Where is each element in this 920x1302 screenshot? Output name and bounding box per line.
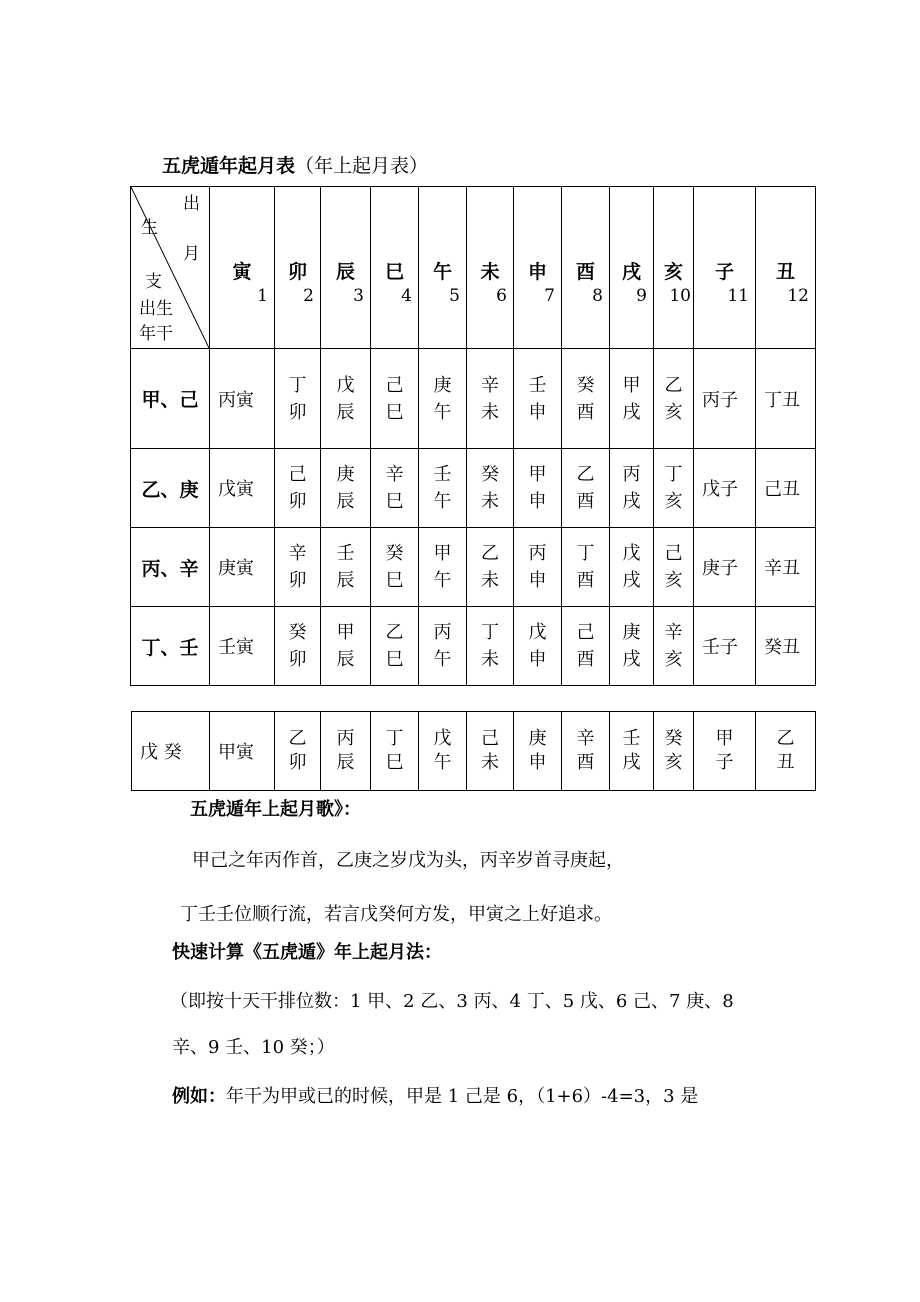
table-cell: 丙寅: [210, 349, 275, 449]
table-cell: 己丑: [756, 449, 816, 528]
table-cell: 壬 午: [419, 449, 467, 528]
table-cell: 丁丑: [756, 349, 816, 449]
corner-chu: 出: [183, 194, 200, 214]
song-line-2: 丁壬壬位顺行流，若言戊癸何方发，甲寅之上好追求。: [180, 904, 612, 925]
month-header: 巳 4: [371, 187, 419, 349]
corner-niangan: 年干: [139, 324, 173, 344]
table-cell: 丁 卯: [275, 349, 321, 449]
table-cell: 戊 戌: [610, 528, 654, 607]
table-row: [131, 607, 816, 686]
table-cell: 己 酉: [562, 607, 610, 686]
month-header: 亥 10: [654, 187, 694, 349]
table-row: [132, 712, 816, 791]
month-header: 酉 8: [562, 187, 610, 349]
table-cell: 戊 辰: [321, 349, 371, 449]
table-cell: 庚 申: [514, 712, 562, 791]
month-header: 子 11: [694, 187, 756, 349]
table-cell: 甲寅: [210, 712, 275, 791]
table-cell: 庚 午: [419, 349, 467, 449]
table-cell: 己 亥: [654, 528, 694, 607]
table-cell: 丙子: [694, 349, 756, 449]
table-cell: 戊子: [694, 449, 756, 528]
table-cell: 辛 亥: [654, 607, 694, 686]
month-header: 未 6: [467, 187, 514, 349]
table-cell: 辛 未: [467, 349, 514, 449]
table-cell: 辛丑: [756, 528, 816, 607]
example-line: [172, 1082, 698, 1108]
song-title: 五虎遁年上起月歌》：: [190, 799, 361, 820]
table-cell: 己 巳: [371, 349, 419, 449]
table-cell: 壬 辰: [321, 528, 371, 607]
example-label: 例如：: [172, 1086, 226, 1107]
table-cell: 丁 巳: [371, 712, 419, 791]
table-cell: 戊 申: [514, 607, 562, 686]
example-text: 年干为甲或已的时候，甲是 1 己是 6，（1+6）-4=3，3 是: [226, 1086, 699, 1107]
table-cell: 戊 午: [419, 712, 467, 791]
table-cell: 庚 戌: [610, 607, 654, 686]
corner-zhi: 支: [145, 272, 162, 292]
table-cell: 丁 酉: [562, 528, 610, 607]
month-header: 丑 12: [756, 187, 816, 349]
table-cell: 乙 巳: [371, 607, 419, 686]
month-header: 申 7: [514, 187, 562, 349]
method-line-1: （即按十天干排位数：1 甲、2 乙、3 丙、4 丁、5 戊、6 己、7 庚、8: [170, 991, 734, 1012]
month-header: 辰 3: [321, 187, 371, 349]
table-cell: 癸 亥: [654, 712, 694, 791]
corner-chusheng: 出生: [139, 299, 173, 319]
table-cell: 辛 酉: [562, 712, 610, 791]
table-row: [131, 349, 816, 449]
row-header: 戊 癸: [132, 712, 210, 791]
table-cell: 甲 子: [694, 712, 756, 791]
month-header: 卯 2: [275, 187, 321, 349]
table-cell: 癸 未: [467, 449, 514, 528]
table-cell: 庚寅: [210, 528, 275, 607]
table-cell: 丙 午: [419, 607, 467, 686]
song-line-1: 甲己之年丙作首，乙庚之岁戊为头，丙辛岁首寻庚起，: [192, 850, 624, 871]
table-cell: 庚子: [694, 528, 756, 607]
title-bold: 五虎遁年起月表: [162, 155, 296, 177]
title-normal: （年上起月表）: [295, 155, 429, 177]
table-cell: 壬寅: [210, 607, 275, 686]
table-cell: 乙 卯: [275, 712, 321, 791]
row-header: 丁、壬: [131, 607, 210, 686]
table-cell: 乙 酉: [562, 449, 610, 528]
table-cell: 甲 午: [419, 528, 467, 607]
table-cell: 辛 卯: [275, 528, 321, 607]
table-cell: 丙 辰: [321, 712, 371, 791]
month-header: 午 5: [419, 187, 467, 349]
month-table: [130, 186, 816, 686]
row5-table: [131, 711, 816, 791]
table-cell: 丙 申: [514, 528, 562, 607]
table-cell: 丁 亥: [654, 449, 694, 528]
table-cell: 壬 申: [514, 349, 562, 449]
table-cell: 乙 亥: [654, 349, 694, 449]
header-row: [131, 187, 816, 349]
table-cell: 丙 戌: [610, 449, 654, 528]
method-title: 快速计算《五虎遁》年上起月法：: [172, 942, 442, 963]
row-header: 乙、庚: [131, 449, 210, 528]
table-cell: 己 卯: [275, 449, 321, 528]
table-cell: 乙 未: [467, 528, 514, 607]
table-cell: 癸丑: [756, 607, 816, 686]
corner-yue: 月: [183, 244, 200, 264]
table-title: [162, 151, 428, 178]
row-header: 甲、己: [131, 349, 210, 449]
corner-sheng: 生: [141, 218, 158, 238]
table-row: [131, 528, 816, 607]
table-cell: 乙 丑: [756, 712, 816, 791]
table-row: [131, 449, 816, 528]
table-cell: 癸 卯: [275, 607, 321, 686]
table-cell: 庚 辰: [321, 449, 371, 528]
month-header: 寅 1: [210, 187, 275, 349]
table-cell: 己 未: [467, 712, 514, 791]
row-header: 丙、辛: [131, 528, 210, 607]
method-line-2: 辛、9 壬、10 癸；）: [172, 1037, 335, 1058]
table-cell: 戊寅: [210, 449, 275, 528]
table-cell: 壬 戌: [610, 712, 654, 791]
table-cell: 甲 辰: [321, 607, 371, 686]
table-cell: 甲 申: [514, 449, 562, 528]
table-cell: 丁 未: [467, 607, 514, 686]
month-header: 戌 9: [610, 187, 654, 349]
corner-cell: [131, 187, 210, 349]
table-cell: 癸 巳: [371, 528, 419, 607]
table-cell: 甲 戌: [610, 349, 654, 449]
table-cell: 辛 巳: [371, 449, 419, 528]
table-cell: 壬子: [694, 607, 756, 686]
table-cell: 癸 酉: [562, 349, 610, 449]
